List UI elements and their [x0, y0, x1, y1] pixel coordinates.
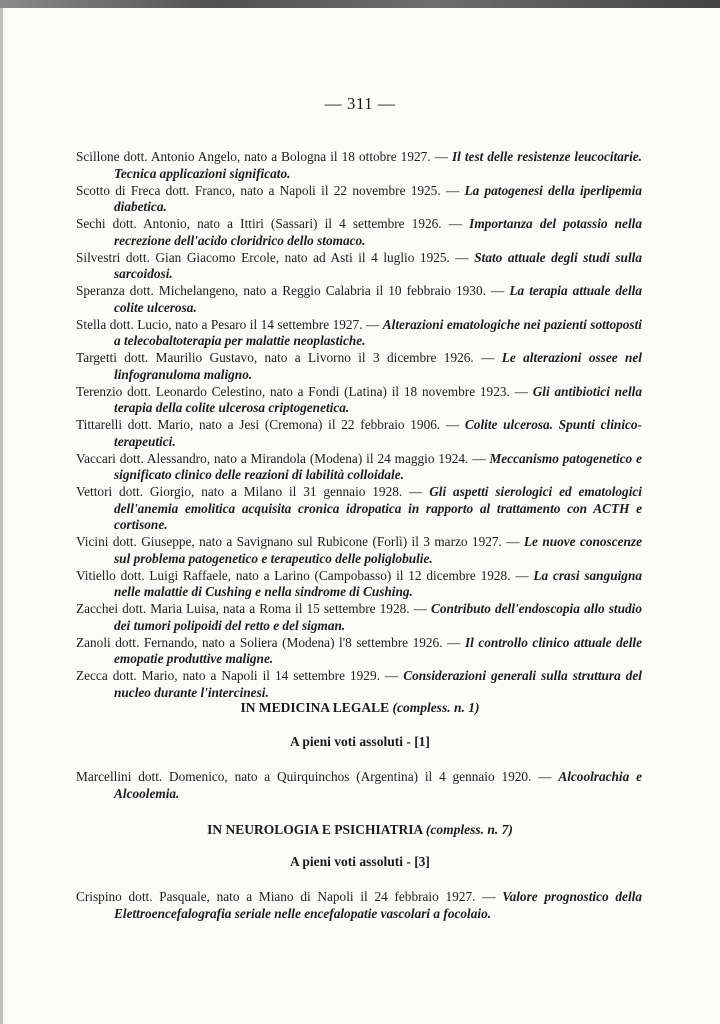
list-item	[76, 384, 642, 417]
list-item	[76, 183, 642, 216]
list-item	[76, 250, 642, 283]
entries-main	[76, 149, 642, 702]
subheading-pieni-voti: A pieni voti assoluti - [1]	[290, 734, 430, 749]
entry-author: Scillone dott. Antonio Angelo, nato a Bologna il 18 ottobre 1927. —	[76, 149, 452, 164]
section-heading-medicina-legale	[0, 700, 720, 716]
entries-neuro	[76, 889, 642, 923]
entry-author: Zacchei dott. Maria Luisa, nata a Roma il 15 settembre 1928. —	[76, 601, 432, 616]
section-count: (compless. n. 7)	[425, 822, 513, 837]
list-item	[76, 451, 642, 484]
entry-title: Stato attuale degli studi sulla sarcoidosi.	[114, 249, 642, 281]
entry-title: La patogenesi della iperlipemia diabetica.	[114, 182, 642, 214]
section-title: IN MEDICINA LEGALE	[240, 700, 393, 715]
list-item	[76, 216, 642, 249]
list-item	[76, 889, 642, 922]
entry-author: Tittarelli dott. Mario, nato a Jesi (Cremona) il 22 febbraio 1906. —	[76, 417, 465, 432]
list-item	[76, 149, 642, 182]
entry-title: Il test delle resistenze leucocitarie. Tecnica applicazioni significato.	[114, 149, 643, 181]
entry-title: Gli antibiotici nella terapia della colite ulcerosa criptogenetica.	[114, 383, 642, 415]
list-item	[76, 484, 642, 534]
entry-title: Alterazioni ematologiche nei pazienti sottoposti a telecobaltoterapia per malattie neoplastiche.	[114, 316, 643, 348]
entry-title: Contributo dell'endoscopia allo studio dei tumori polipoidi del retto e del sigman.	[114, 601, 642, 633]
list-item	[76, 769, 642, 802]
entry-title: La terapia attuale della colite ulcerosa.	[114, 283, 642, 315]
entry-author: Marcellini dott. Domenico, nato a Quirquinchos (Argentina) il 4 gennaio 1920. —	[76, 769, 559, 784]
section-title: IN NEUROLOGIA E PSICHIATRIA	[207, 822, 426, 837]
entry-title: Le alterazioni ossee nel linfogranuloma maligno.	[114, 350, 642, 382]
entry-title: Alcoolrachia e Alcoolemia.	[114, 769, 642, 801]
entry-title: Considerazioni generali sulla struttura del nucleo durante l'intercinesi.	[114, 668, 643, 700]
entry-title: Importanza del potassio nella recrezione dell'acido cloridrico dello stomaco.	[114, 216, 642, 248]
subheading-pieni-voti: A pieni voti assoluti - [3]	[290, 854, 430, 869]
entry-author: Vettori dott. Giorgio, nato a Milano il 31 gennaio 1928. —	[76, 484, 430, 499]
entry-title: Valore prognostico della Elettroencefalografia seriale nelle encefalopatie vascolari a focolaio.	[114, 889, 642, 921]
list-item	[76, 350, 642, 383]
list-item	[76, 668, 642, 701]
entry-title: Gli aspetti sierologici ed ematologici dell'anemia emolitica acquisita cronica idropatica in rapporto al trattamento con ACTH e cortisone.	[114, 484, 642, 532]
page-number: — 311 —	[324, 94, 396, 113]
entry-author: Terenzio dott. Leonardo Celestino, nato a Fondi (Latina) il 18 novembre 1923. —	[76, 383, 533, 399]
section-count: (compless. n. 1)	[392, 700, 480, 715]
entry-title: La crasi sanguigna nelle malattie di Cushing e nella sindrome di Cushing.	[114, 567, 642, 599]
entry-author: Crispino dott. Pasquale, nato a Miano di Napoli il 24 febbraio 1927. —	[76, 889, 503, 904]
entry-author: Zecca dott. Mario, nato a Napoli il 14 settembre 1929. —	[76, 668, 404, 683]
entry-author: Silvestri dott. Gian Giacomo Ercole, nato ad Asti il 4 luglio 1925. —	[76, 249, 475, 265]
entry-author: Stella dott. Lucio, nato a Pesaro il 14 settembre 1927. —	[76, 316, 383, 332]
entry-title: Colite ulcerosa. Spunti clinico-terapeutici.	[114, 417, 642, 449]
list-item	[76, 417, 642, 450]
list-item	[76, 317, 642, 350]
entry-author: Targetti dott. Maurilio Gustavo, nato a Livorno il 3 dicembre 1926. —	[76, 350, 502, 365]
entry-author: Vicini dott. Giuseppe, nato a Savignano sul Rubicone (Forlì) il 3 marzo 1927. —	[76, 534, 524, 549]
list-item	[76, 601, 642, 634]
scan-top-edge	[0, 0, 720, 8]
entry-author: Vitiello dott. Luigi Raffaele, nato a Larino (Campobasso) il 12 dicembre 1928. —	[76, 567, 534, 583]
list-item	[76, 635, 642, 668]
entry-author: Sechi dott. Antonio, nato a Ittiri (Sassari) il 4 settembre 1926. —	[76, 216, 470, 231]
entries-legale	[76, 769, 642, 803]
entry-title: Le nuove conoscenze sul problema patogenetico e terapeutico delle poliglobulie.	[114, 534, 642, 566]
entry-title: Il controllo clinico attuale delle emopatie produttive maligne.	[114, 634, 642, 666]
entry-title: Meccanismo patogenetico e significato clinico delle reazioni di labilità colloidale.	[114, 450, 642, 482]
entry-author: Scotto di Freca dott. Franco, nato a Napoli il 22 novembre 1925. —	[76, 182, 465, 198]
list-item	[76, 283, 642, 316]
entry-author: Speranza dott. Michelangeno, nato a Reggio Calabria il 10 febbraio 1930. —	[76, 283, 510, 298]
entry-author: Zanoli dott. Fernando, nato a Soliera (Modena) l'8 settembre 1926. —	[76, 634, 465, 650]
entry-author: Vaccari dott. Alessandro, nato a Mirandola (Modena) il 24 maggio 1924. —	[76, 450, 490, 466]
list-item	[76, 534, 642, 567]
list-item	[76, 568, 642, 601]
scan-left-edge	[0, 0, 3, 1024]
section-heading-neurologia	[0, 822, 720, 838]
